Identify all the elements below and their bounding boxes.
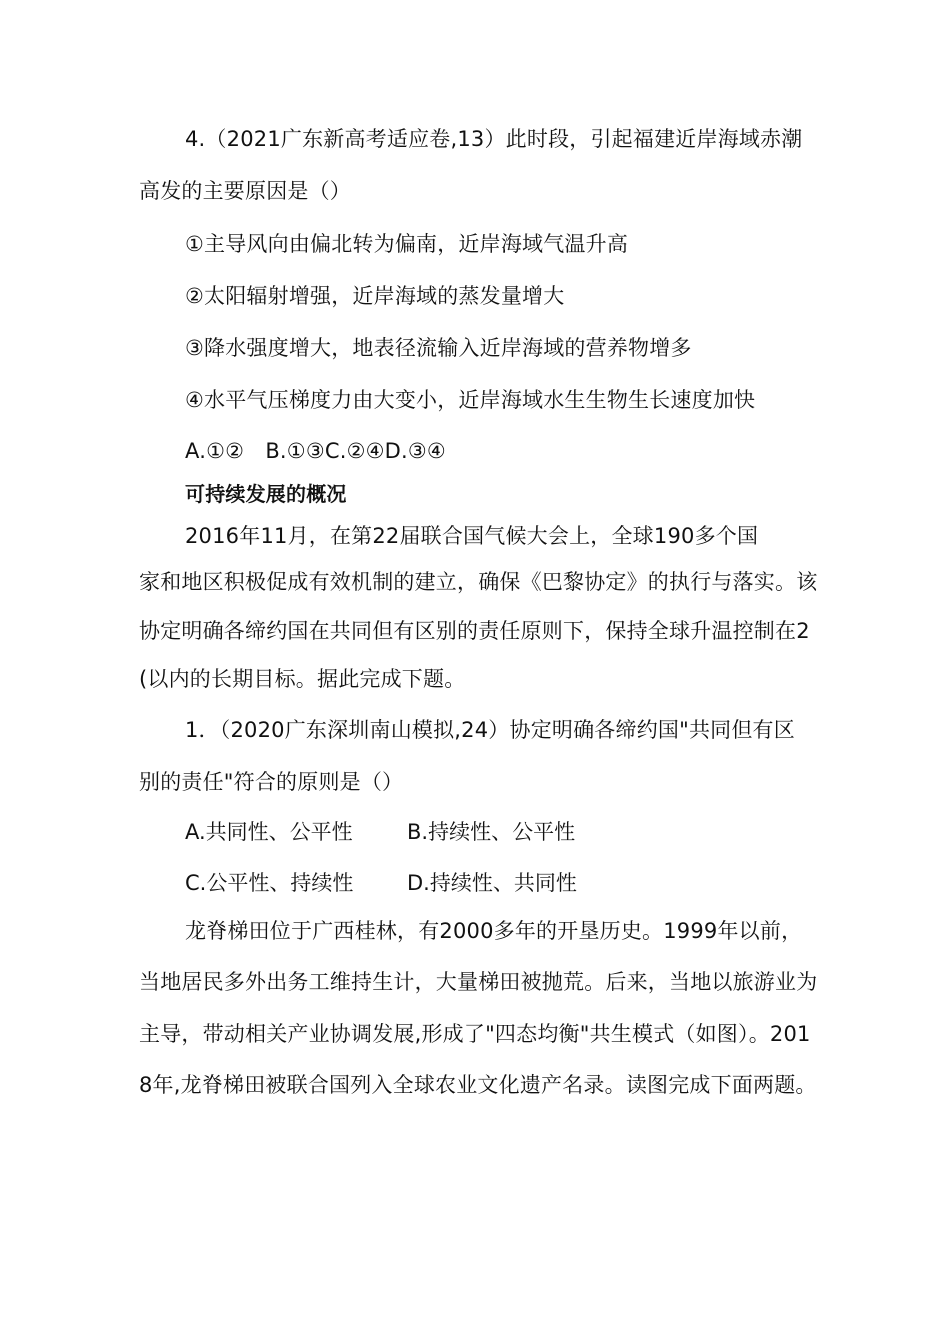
q1-stem-line2: 别的责任"符合的原则是（）	[139, 770, 404, 794]
q4-stem-line2: 高发的主要原因是（）	[139, 179, 351, 203]
q1-option-a: A.共同性、公平性	[185, 820, 353, 844]
passage1-line2: 家和地区积极促成有效机制的建立，确保《巴黎协定》的执行与落实。该	[139, 570, 818, 594]
q4-stem-line1: 4.（2021广东新高考适应卷,13）此时段，引起福建近岸海域赤潮	[185, 127, 803, 151]
q4-item-4: ④水平气压梯度力由大变小，近岸海域水生生物生长速度加快	[185, 388, 756, 412]
passage2-line1: 龙脊梯田位于广西桂林，有2000多年的开垦历史。1999年以前，	[185, 919, 803, 943]
q4-answer-options: A.①② B.①③C.②④D.③④	[185, 439, 446, 463]
q1-option-b: B.持续性、公平性	[407, 820, 576, 844]
passage2-line4: 8年,龙脊梯田被联合国列入全球农业文化遗产名录。读图完成下面两题。	[139, 1073, 817, 1097]
section-title: 可持续发展的概况	[185, 482, 347, 506]
q1-stem-line1: 1．（2020广东深圳南山模拟,24）协定明确各缔约国"共同但有区	[185, 718, 795, 742]
q4-item-1: ①主导风向由偏北转为偏南，近岸海域气温升高	[185, 232, 629, 256]
passage2-line2: 当地居民多外出务工维持生计，大量梯田被抛荒。后来，当地以旅游业为	[139, 970, 818, 994]
q4-item-2: ②太阳辐射增强，近岸海域的蒸发量增大	[185, 284, 565, 308]
q4-item-3: ③降水强度增大，地表径流输入近岸海域的营养物增多	[185, 336, 692, 360]
passage1-line4: (以内的长期目标。据此完成下题。	[139, 667, 466, 691]
passage2-line3: 主导，带动相关产业协调发展,形成了"四态均衡"共生模式（如图）。201	[139, 1022, 811, 1046]
q1-option-c: C.公平性、持续性	[185, 871, 354, 895]
q1-option-d: D.持续性、共同性	[407, 871, 577, 895]
passage1-line1: 2016年11月，在第22届联合国气候大会上，全球190多个国	[185, 524, 759, 548]
passage1-line3: 协定明确各缔约国在共同但有区别的责任原则下，保持全球升温控制在2	[139, 619, 810, 643]
